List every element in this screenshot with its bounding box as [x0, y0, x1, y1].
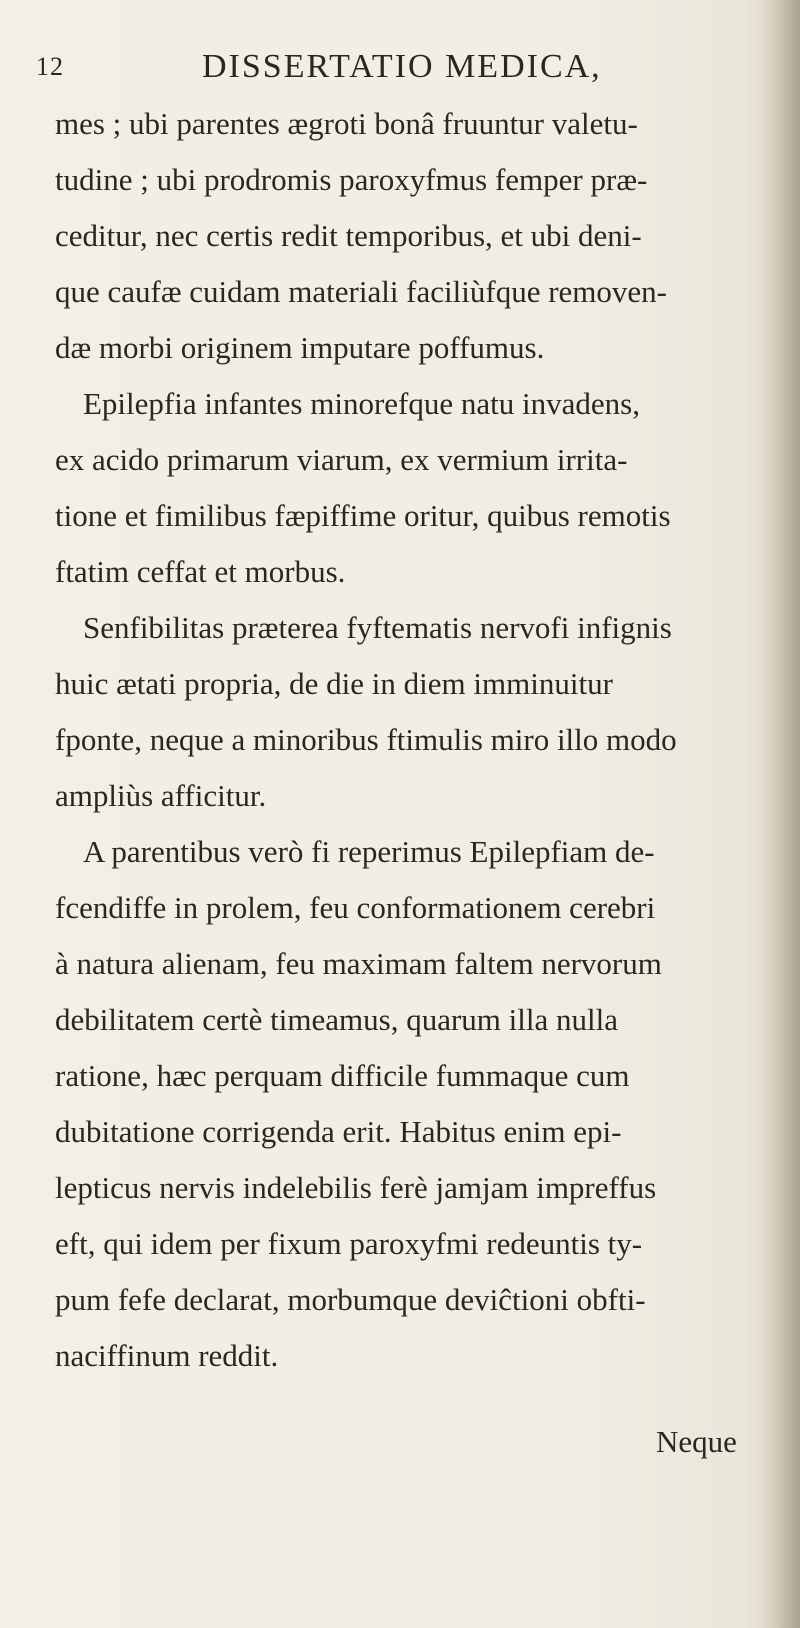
text-line: pum fefe declarat, morbumque deviĉtioni obfti- — [55, 1282, 646, 1317]
page-header — [36, 48, 756, 88]
text-line: tudine ; ubi prodromis paroxyfmus femper præ- — [55, 162, 648, 197]
text-line: ceditur, nec certis redit temporibus, et ubi deni- — [55, 218, 642, 253]
text-line: A parentibus verò fi reperimus Epilepfiam de- — [83, 834, 655, 869]
text-line: ampliùs afficitur. — [55, 778, 267, 813]
body-text — [55, 96, 740, 1384]
text-line: dubitatione corrigenda erit. Habitus enim epi- — [55, 1114, 622, 1149]
text-line: naciffinum reddit. — [55, 1338, 279, 1373]
text-line: ex acido primarum viarum, ex vermium irrita- — [55, 442, 628, 477]
text-line: lepticus nervis indelebilis ferè jamjam impreffus — [55, 1170, 657, 1205]
text-line: huic ætati propria, de die in diem imminuitur — [55, 666, 613, 701]
text-line: à natura alienam, feu maximam faltem nervorum — [55, 946, 662, 981]
text-line: debilitatem certè timeamus, quarum illa nulla — [55, 1002, 618, 1037]
text-line: mes ; ubi parentes ægroti bonâ fruuntur valetu- — [55, 106, 638, 141]
text-line: ratione, hæc perquam difficile fummaque cum — [55, 1058, 630, 1093]
page-number: 12 — [36, 52, 64, 81]
text-line: eft, qui idem per fixum paroxyfmi redeuntis ty- — [55, 1226, 643, 1261]
text-line: que caufæ cuidam materiali faciliùfque removen- — [55, 274, 667, 309]
text-line: Senfibilitas præterea fyftematis nervofi infignis — [83, 610, 672, 645]
binding-shadow — [758, 0, 800, 1628]
text-line: ftatim ceffat et morbus. — [55, 554, 346, 589]
text-line: tione et fimilibus fæpiffime oritur, quibus remotis — [55, 498, 671, 533]
running-head: DISSERTATIO MEDICA, — [202, 48, 602, 85]
text-line: fcendiffe in prolem, feu conformationem cerebri — [55, 890, 656, 925]
text-line: Epilepfia infantes minorefque natu invadens, — [83, 386, 640, 421]
catchword: Neque — [656, 1424, 737, 1459]
text-line: fponte, neque a minoribus ftimulis miro illo modo — [55, 722, 677, 757]
text-line: dæ morbi originem imputare poffumus. — [55, 330, 545, 365]
